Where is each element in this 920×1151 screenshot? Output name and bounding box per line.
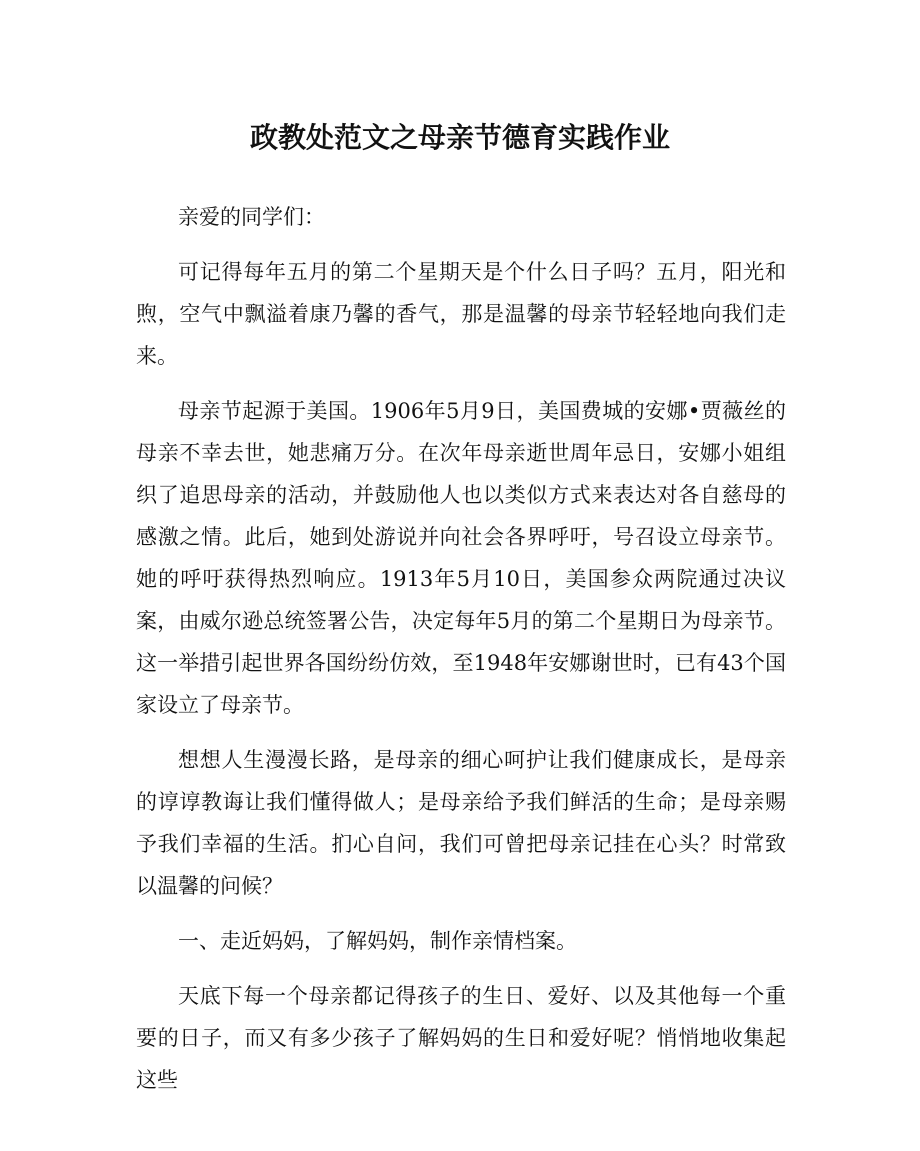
paragraph-reflection: 想想人生漫漫长路，是母亲的细心呵护让我们健康成长，是母亲的谆谆教诲让我们懂得做人；是母亲给予我们鲜活的生命；是母亲赐予我们幸福的生活。扪心自问，我们可曾把母亲记挂在心头？时常致以温馨的问候？	[136, 748, 786, 898]
paragraph-section-text: 天底下每一个母亲都记得孩子的生日、爱好、以及其他每一个重要的日子，而又有多少孩子了解妈妈的生日和爱好呢？悄悄地收集起这些	[136, 984, 786, 1092]
paragraph-intro: 可记得每年五月的第二个星期天是个什么日子吗？五月，阳光和煦，空气中飘溢着康乃馨的香气，那是温馨的母亲节轻轻地向我们走来。	[136, 260, 786, 368]
paragraph-greeting: 亲爱的同学们：	[178, 205, 325, 229]
paragraph-origin: 母亲节起源于美国。1906年5月9日，美国费城的安娜•贾薇丝的母亲不幸去世，她悲痛万分。在次年母亲逝世周年忌日，安娜小姐组织了追思母亲的活动，并鼓励他人也以类似方式来表达对各自慈母的感激之情。此后，她到处游说并向社会各界呼吁，号召设立母亲节。她的呼吁获得热烈响应。1913年5月10日，美国参众两院通过决议案，由威尔逊总统签署公告，决定每年5月的第二个星期日为母亲节。这一举措引起世界各国纷纷仿效，至1948年安娜谢世时，已有43个国家设立了母亲节。	[136, 399, 786, 717]
paragraph-section-heading: 一、走近妈妈，了解妈妈，制作亲情档案。	[178, 929, 577, 953]
document-title: 政教处范文之母亲节德育实践作业	[249, 121, 670, 154]
document-body	[136, 196, 786, 1114]
